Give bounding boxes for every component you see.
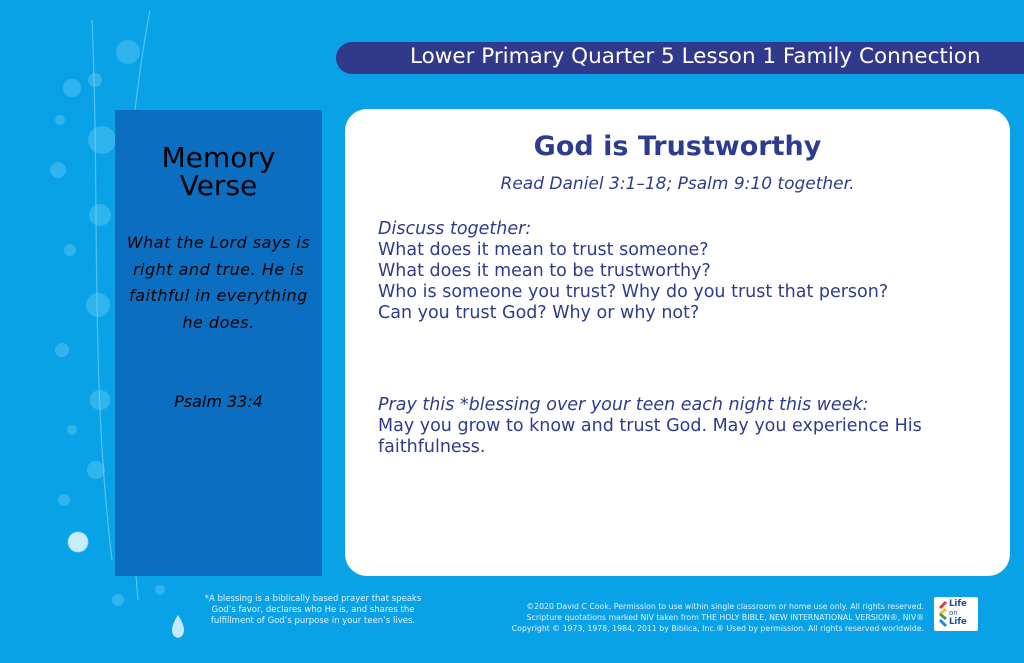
blessing-text: May you grow to know and trust God. May you experience His faithfulness. — [378, 416, 922, 457]
memory-verse-panel — [115, 110, 322, 576]
logo-word: on — [949, 609, 958, 617]
logo-word: Life — [949, 599, 967, 609]
page-title: Lower Primary Quarter 5 Lesson 1 Family Connection — [410, 44, 981, 69]
question-item: What does it mean to be trustworthy? — [378, 261, 711, 281]
memory-verse-reference: Psalm 33:4 — [174, 392, 263, 411]
memory-heading-line1: Memory — [161, 141, 276, 174]
copyright-line: Scripture quotations marked NIV taken from THE HOLY BIBLE, NEW INTERNATIONAL VERSION®, NIV® — [526, 613, 924, 622]
memory-verse-text: What the Lord says is right and true. He is faithful in everything he does. — [126, 233, 311, 332]
prayer-section — [378, 395, 988, 458]
question-item: Who is someone you trust? Why do you trust that person? — [378, 282, 889, 302]
reading-instruction: Read Daniel 3:1–18; Psalm 9:10 together. — [500, 174, 855, 194]
lesson-heading: God is Trustworthy — [533, 131, 822, 162]
copyright-line: ©2020 David C Cook. Permission to use within single classroom or home use only. All rights reserved. — [526, 602, 924, 611]
question-item: What does it mean to trust someone? — [378, 240, 709, 260]
blessing-footnote: *A blessing is a biblically based prayer that speaks God’s favor, declares who He is, and shares the fulfillment of God’s purpose in your teen’s lives. — [204, 594, 422, 626]
memory-verse-heading — [115, 141, 322, 202]
logo-wordmark — [949, 599, 977, 627]
discuss-label: Discuss together: — [378, 219, 532, 239]
discussion-section — [378, 219, 988, 324]
logo-chevron-icon — [936, 600, 948, 628]
life-on-life-logo — [934, 597, 978, 631]
question-item: Can you trust God? Why or why not? — [378, 303, 700, 323]
title-bar — [336, 42, 1024, 74]
logo-word: Life — [949, 617, 967, 627]
pray-label: Pray this *blessing over your teen each night this week: — [378, 395, 869, 415]
copyright-notice — [444, 601, 924, 634]
lesson-card — [345, 109, 1010, 576]
memory-heading-line2: Verse — [179, 169, 258, 202]
copyright-line: Copyright © 1973, 1978, 1984, 2011 by Biblica, Inc.® Used by permission. All rights reserved worldwide. — [511, 624, 924, 633]
